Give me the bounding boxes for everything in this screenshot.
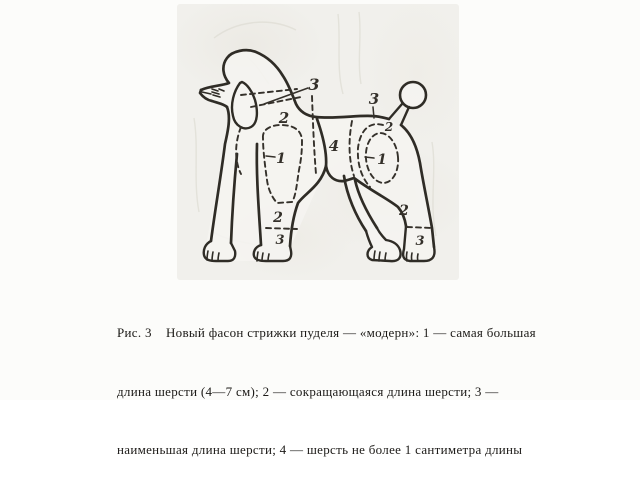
hind-ankle-boundary [407,227,432,228]
zone-label-front-shin: 2 [273,210,283,226]
front-thigh-label-tick [266,156,275,157]
caption-line-1: Рис. 3 Новый фасон стрижки пуделя — «модерн»: 1 — самая большая [117,325,536,340]
zone-label-hind-shin: 2 [399,203,409,219]
zone-label-rump: 3 [368,90,380,108]
tail-pompom [400,82,426,108]
figure-caption [117,284,537,499]
caption-line-2: длина шерсти (4—7 см); 2 — сокращающаяся длина шерсти; 3 — [117,383,499,399]
zone-label-front-thigh: 1 [276,151,286,167]
zone-label-tail-base: 2 [384,120,394,134]
zone-label-hind-thigh: 1 [377,152,387,168]
rump-label-leader [373,107,374,118]
caption-line-3: наименьшая длина шерсти; 4 — шерсть не более 1 сантиметра длины [117,442,523,457]
hind-thigh-label-tick [365,157,374,158]
zone-label-front-ankle: 3 [275,233,285,248]
zone-label-neck: 3 [308,75,320,94]
zone-label-body: 4 [328,137,340,155]
zone-label-shoulder: 2 [278,109,290,127]
zone-label-hind-ankle: 3 [415,234,425,249]
